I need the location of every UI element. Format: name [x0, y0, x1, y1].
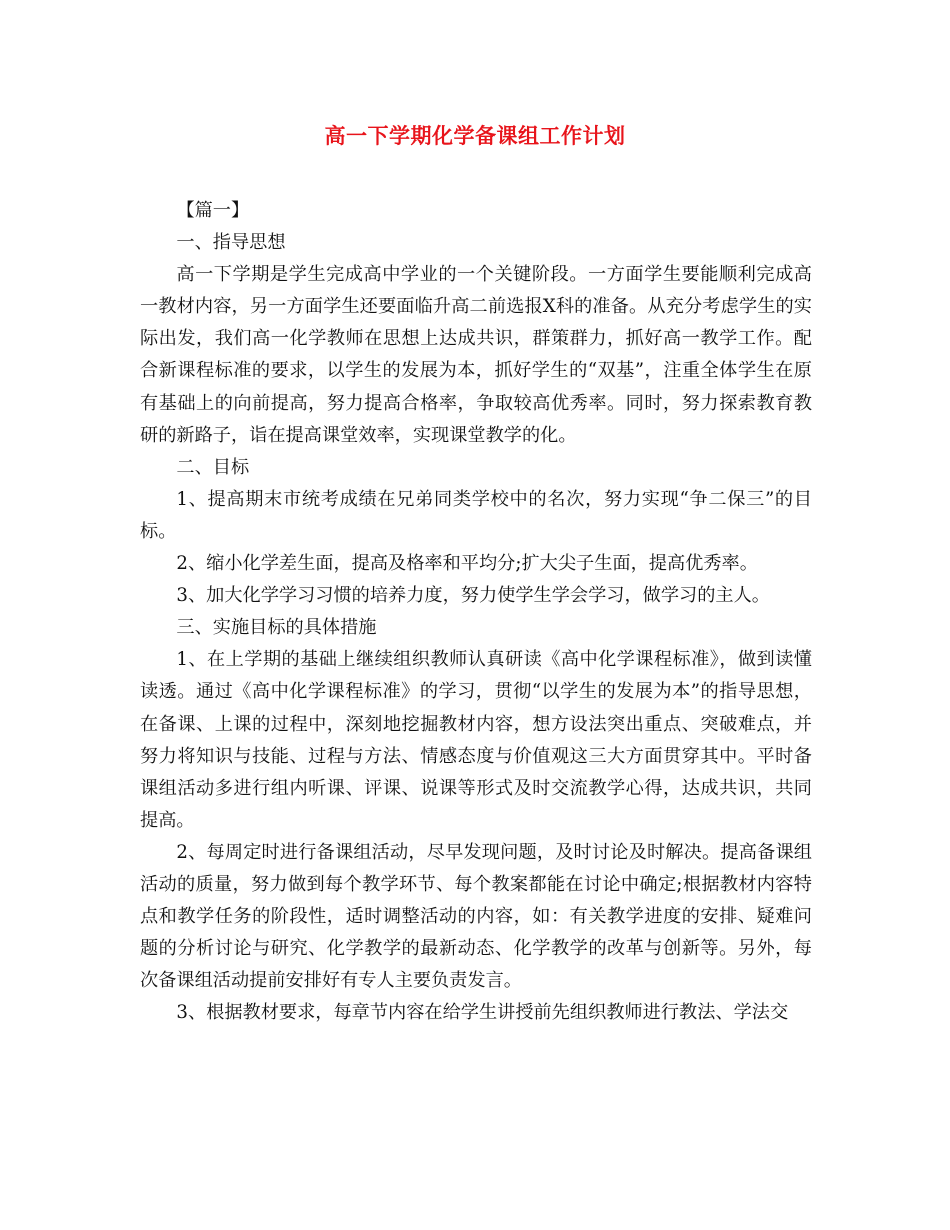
- heading-measures: 三、实施目标的具体措施: [176, 617, 377, 639]
- paragraph-goal-2: 2、缩小化学差生面，提高及格率和平均分;扩大尖子生面，提高优秀率。: [176, 553, 758, 575]
- section-marker: 【篇一】: [176, 200, 250, 221]
- paragraph-measure-3: 3、根据教材要求，每章节内容在给学生讲授前先组织教师进行教法、学法交: [176, 1002, 789, 1024]
- paragraph-measure-2: 2、每周定时进行备课组活动，尽早发现问题，及时讨论及时解决。提高备课组活动的质量，努力做到每个教学环节、每个教案都能在讨论中确定;根据教材内容特点和教学任务的阶段性，适时调整活动的内容，如：有关教学进度的安排、疑难问题的分析讨论与研究、化学教学的最新动态、化学教学的改革与创新等。另外，每次备课组活动提前安排好有专人主要负责发言。: [140, 841, 812, 992]
- heading-guiding-ideology: 一、指导思想: [176, 232, 286, 254]
- document-body: [140, 195, 812, 1029]
- paragraph-goal-1: 1、提高期末市统考成绩在兄弟同类学校中的名次，努力实现“争二保三”的目标。: [140, 488, 812, 542]
- document-title: 高一下学期化学备课组工作计划: [324, 124, 626, 148]
- heading-goals: 二、目标: [176, 456, 250, 478]
- paragraph-guiding-ideology: 高一下学期是学生完成高中学业的一个关键阶段。一方面学生要能顺利完成高一教材内容，另一方面学生还要面临升高二前选报X科的准备。从充分考虑学生的实际出发，我们高一化学教师在思想上达成共识，群策群力，抓好高一教学工作。配合新课程标准的要求，以学生的发展为本，抓好学生的“双基”，注重全体学生在原有基础上的向前提高，努力提高合格率，争取较高优秀率。同时，努力探索教育教研的新路子，诣在提高课堂效率，实现课堂教学的化。: [140, 264, 812, 446]
- paragraph-goal-3: 3、加大化学学习习惯的培养力度，努力使学生学会学习，做学习的主人。: [176, 585, 770, 607]
- paragraph-measure-1: 1、在上学期的基础上继续组织教师认真研读《高中化学课程标准》，做到读懂读透。通过《高中化学课程标准》的学习，贯彻“以学生的发展为本”的指导思想，在备课、上课的过程中，深刻地挖掘教材内容，想方设法突出重点、突破难点，并努力将知识与技能、过程与方法、情感态度与价值观这三大方面贯穿其中。平时备课组活动多进行组内听课、评课、说课等形式及时交流教学心得，达成共识，共同提高。: [140, 649, 812, 831]
